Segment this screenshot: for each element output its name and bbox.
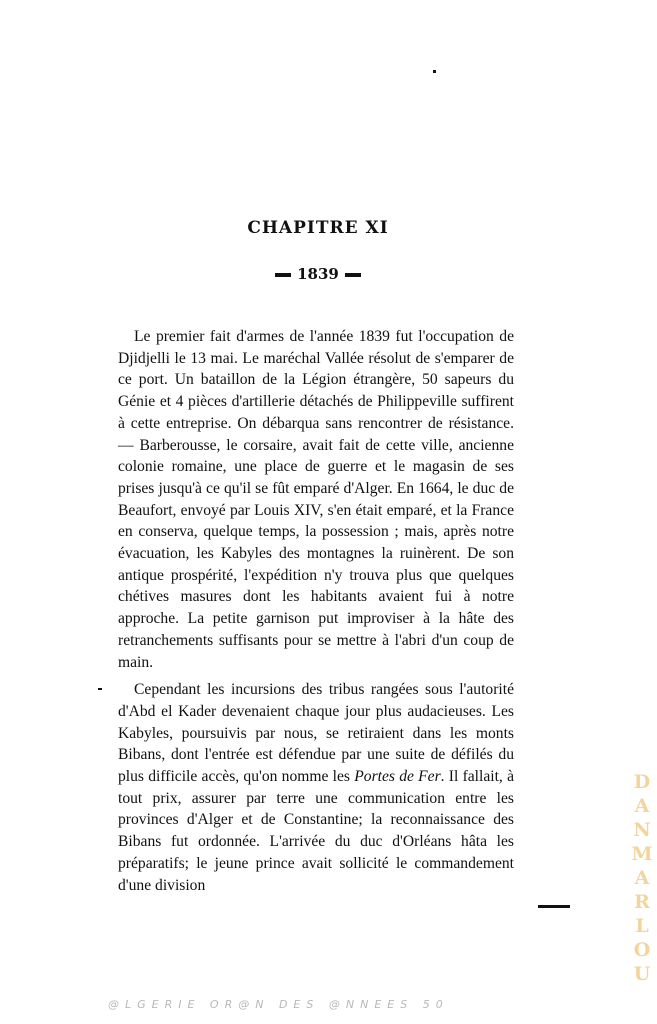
- side-watermark-letter: A: [634, 867, 650, 889]
- paragraph-1: [118, 326, 514, 673]
- stray-dot: [98, 688, 102, 690]
- side-watermark-letter: D: [633, 771, 651, 793]
- body-text: [118, 326, 514, 896]
- side-watermark-letter: R: [634, 891, 650, 913]
- side-watermark-letter: N: [633, 819, 651, 841]
- side-watermark-letter: U: [633, 963, 651, 985]
- right-dash-ornament: [345, 273, 361, 277]
- paragraph-2-text-end: . Il fallait, à tout prix, assurer par terre une communication entre les provinces d'Alger et de Constantine; la reconnaissance des Bibans fut ordonnée. L'arrivée du duc d'Orléans hâta les préparatifs; le jeune prince avait sollicité le commandement d'une division: [118, 768, 514, 894]
- left-dash-ornament: [275, 273, 291, 277]
- side-watermark-letter: A: [634, 795, 650, 817]
- paragraph-2: [118, 679, 514, 896]
- printer-mark: [538, 905, 570, 908]
- paragraph-2-text-start: Cependant les incursions des tribus rangées sous l'autorité d'Abd el Kader devenaient chaque jour plus audacieuses. Les Kabyles, poursuivis par nous, se retiraient dans les monts Bibans, dont l'entrée est défendue par une suite de défilés du plus difficile accès, qu'on nomme les: [118, 681, 514, 786]
- chapter-year: 1839: [297, 265, 339, 283]
- footer-watermark: @LGERIE OR@N DES @NNEES 50: [108, 998, 449, 1011]
- side-watermark-letter: L: [635, 915, 649, 937]
- side-watermark-letter: M: [631, 843, 653, 865]
- chapter-title: CHAPITRE XI: [247, 218, 389, 238]
- side-watermark: [631, 770, 653, 986]
- stray-dot: [433, 70, 436, 73]
- side-watermark-letter: O: [633, 939, 651, 961]
- paragraph-2-italic-place-name: Portes de Fer: [354, 768, 441, 786]
- paragraph-1-text: Le premier fait d'armes de l'année 1839 fut l'occupation de Djidjelli le 13 mai. Le maréchal Vallée résolut de s'emparer de ce port. Un bataillon de la Légion étrangère, 50 sapeurs du Génie et 4 pièces d'artillerie détachés de Philippeville suffirent à cette entreprise. On débarqua sans rencontrer de résistance. — Barberousse, le corsaire, avait fait de cette ville, ancienne colonie romaine, une place de guerre et le magasin de ses prises jusqu'à ce qu'il se fût emparé d'Alger. En 1664, le duc de Beaufort, envoyé par Louis XIV, s'en était emparé, et la France en conserva, quelque temps, la possession ; mais, après notre évacuation, les Kabyles des montagnes la ruinèrent. De son antique prospérité, l'expédition n'y trouva plus que quelques chétives masures dont les habitants avaient fui à notre approche. La petite garnison put improviser à la hâte des retranchements suffisants pour se mettre à l'abri d'un coup de main.: [118, 328, 514, 671]
- chapter-year-line: [0, 265, 636, 283]
